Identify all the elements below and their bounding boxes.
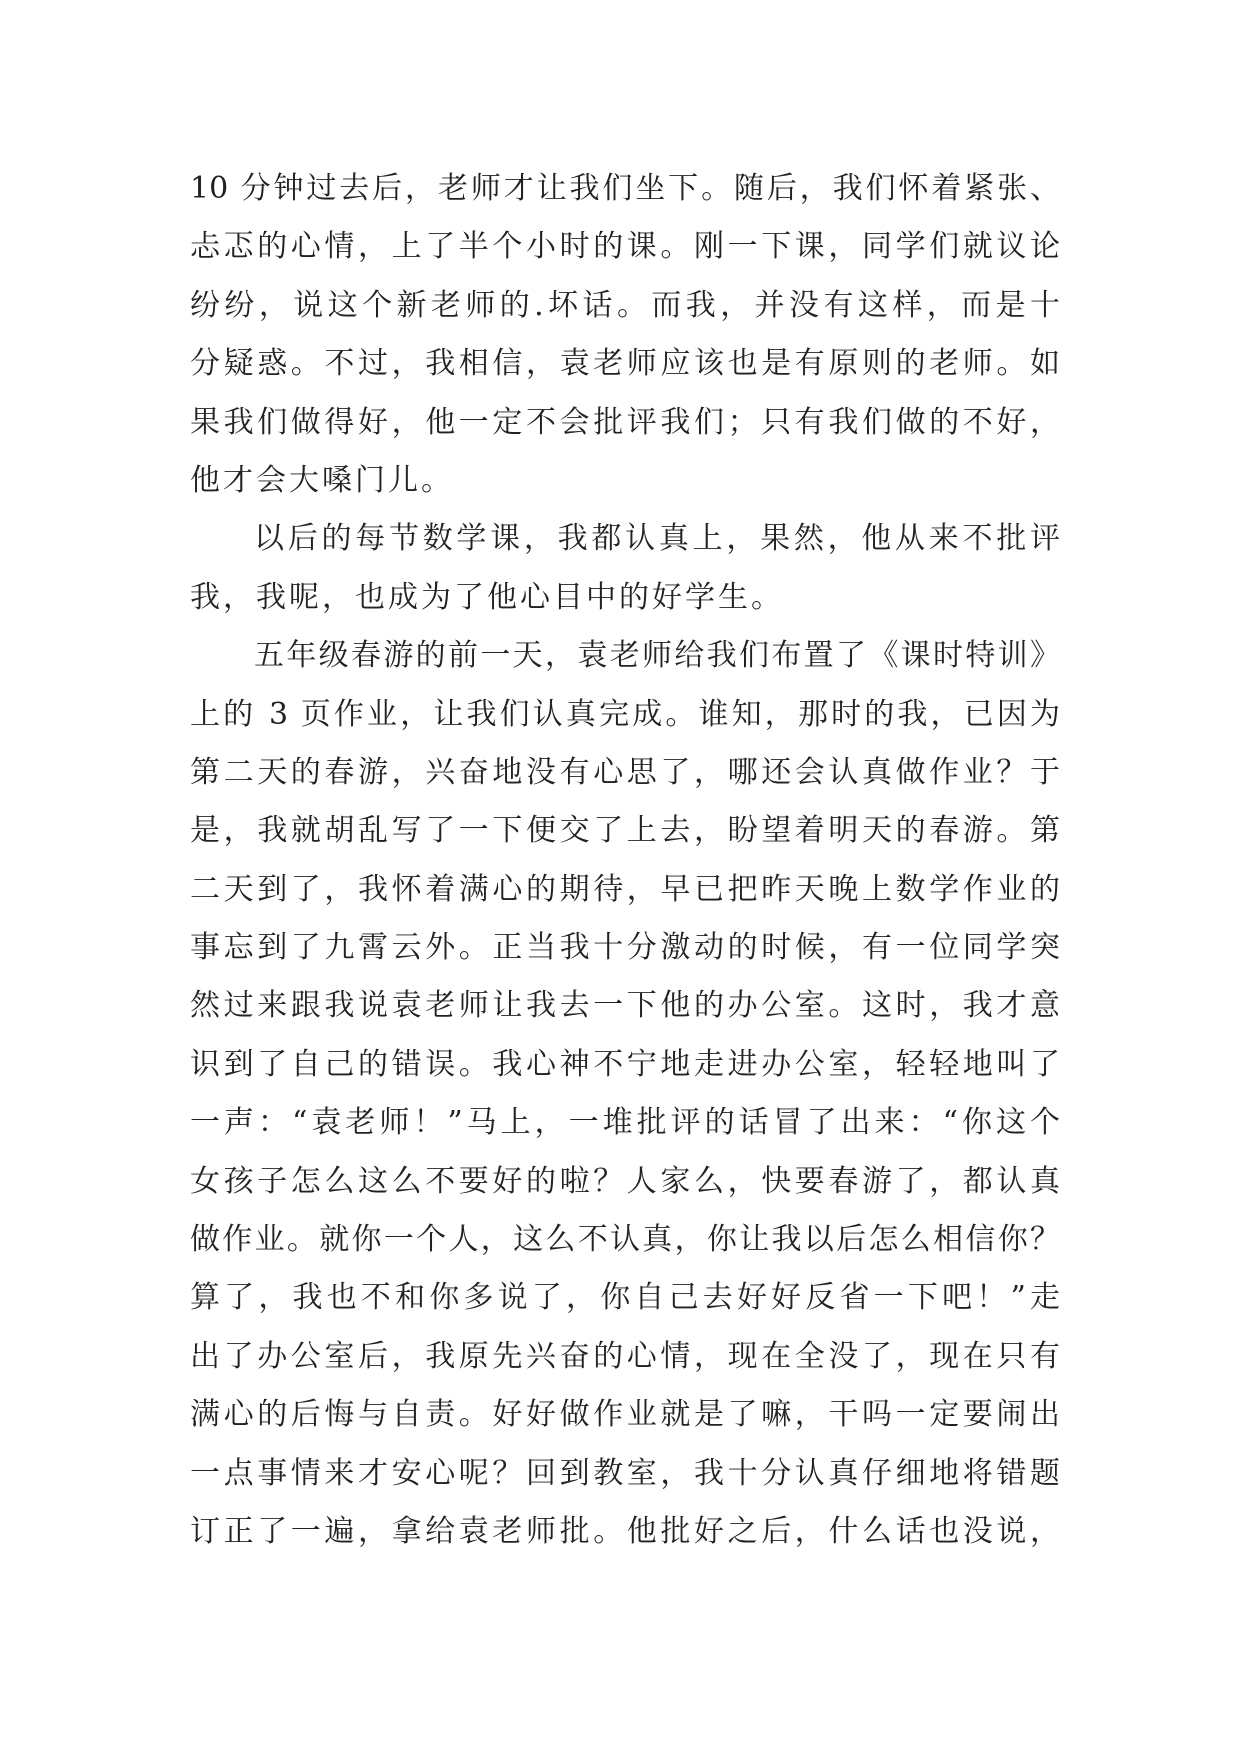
text-line: 出了办公室后，我原先兴奋的心情，现在全没了，现在只有 bbox=[190, 1338, 1060, 1374]
text-line: 10 分钟过去后，老师才让我们坐下。随后，我们怀着紧张、 bbox=[190, 171, 1060, 206]
text-line: 我，我呢，也成为了他心目中的好学生。 bbox=[190, 579, 784, 615]
text-line: 然过来跟我说袁老师让我去一下他的办公室。这时，我才意 bbox=[190, 988, 1060, 1024]
text-line: 是，我就胡乱写了一下便交了上去，盼望着明天的春游。第 bbox=[190, 813, 1060, 849]
text-line: 做作业。就你一个人，这么不认真，你让我以后怎么相信你？ bbox=[190, 1222, 1060, 1258]
text-line: 上的 3 页作业，让我们认真完成。谁知，那时的我，已因为 bbox=[190, 696, 1060, 732]
essay-body bbox=[190, 160, 1060, 1561]
text-line: 他才会大嗓门儿。 bbox=[190, 462, 454, 498]
text-line: 纷纷，说这个新老师的.坏话。而我，并没有这样，而是十 bbox=[190, 287, 1060, 323]
text-line: 一声：“袁老师！”马上，一堆批评的话冒了出来：“你这个 bbox=[190, 1105, 1060, 1141]
text-line: 忐忑的心情，上了半个小时的课。刚一下课，同学们就议论 bbox=[190, 229, 1060, 265]
text-line: 五年级春游的前一天，袁老师给我们布置了《课时特训》 bbox=[254, 638, 1060, 674]
text-line: 订正了一遍，拿给袁老师批。他批好之后，什么话也没说， bbox=[190, 1513, 1060, 1549]
text-line: 识到了自己的错误。我心神不宁地走进办公室，轻轻地叫了 bbox=[190, 1046, 1060, 1082]
text-line: 事忘到了九霄云外。正当我十分激动的时候，有一位同学突 bbox=[190, 930, 1060, 966]
text-line: 满心的后悔与自责。好好做作业就是了嘛，干吗一定要闹出 bbox=[190, 1397, 1060, 1433]
text-line: 分疑惑。不过，我相信，袁老师应该也是有原则的老师。如 bbox=[190, 346, 1060, 382]
text-line: 以后的每节数学课，我都认真上，果然，他从来不批评 bbox=[254, 521, 1060, 557]
text-line: 第二天的春游，兴奋地没有心思了，哪还会认真做作业？于 bbox=[190, 754, 1060, 790]
text-line: 果我们做得好，他一定不会批评我们；只有我们做的不好， bbox=[190, 404, 1060, 440]
text-line: 女孩子怎么这么不要好的啦？人家么，快要春游了，都认真 bbox=[190, 1163, 1060, 1199]
text-line: 一点事情来才安心呢？回到教室，我十分认真仔细地将错题 bbox=[190, 1455, 1060, 1491]
text-line: 算了，我也不和你多说了，你自己去好好反省一下吧！”走 bbox=[190, 1280, 1060, 1316]
text-line: 二天到了，我怀着满心的期待，早已把昨天晚上数学作业的 bbox=[190, 871, 1060, 907]
